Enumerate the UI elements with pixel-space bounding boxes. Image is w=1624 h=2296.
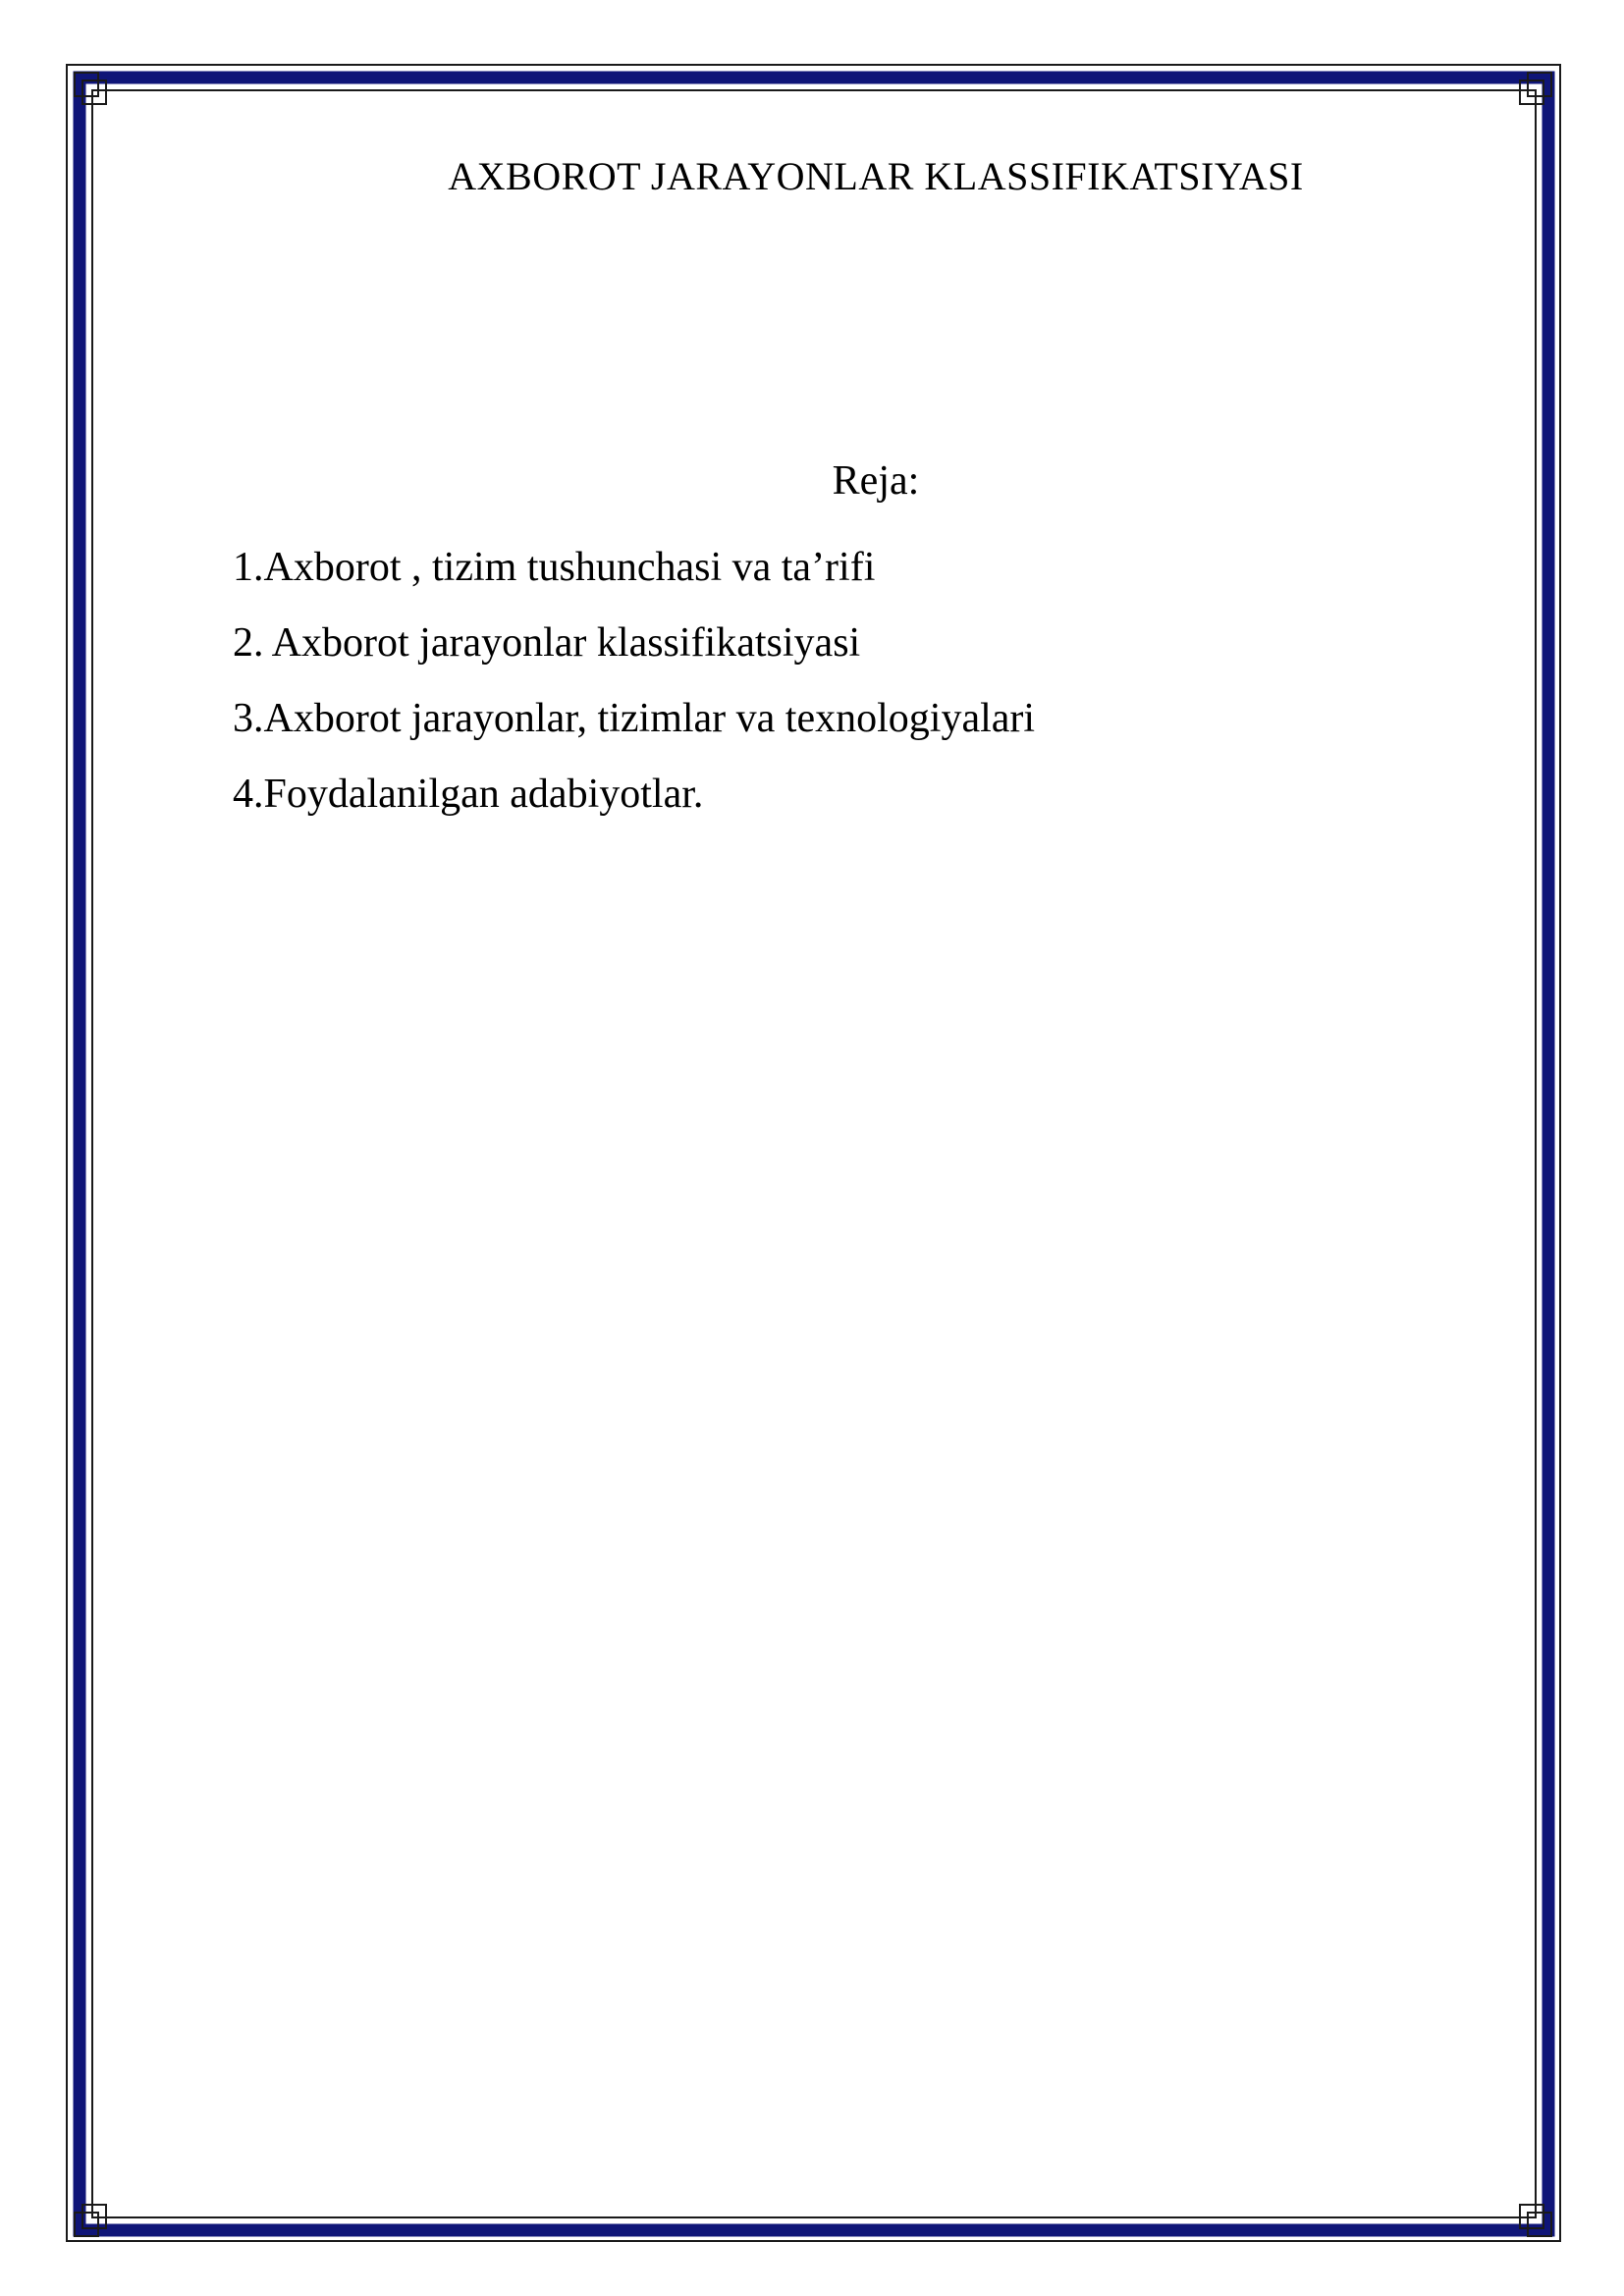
plan-list (233, 530, 1035, 832)
thick-blue-border (80, 78, 1548, 2230)
plan-item: 2. Axborot jarayonlar klassifikatsiyasi (233, 620, 861, 666)
plan-item: 4.Foydalanilgan adabiyotlar. (233, 772, 704, 817)
plan-item: 3.Axborot jarayonlar, tizimlar va texnologiyalari (233, 696, 1036, 741)
outer-thin-border (67, 65, 1560, 2241)
inner-thin-border (92, 90, 1536, 2217)
document-title: AXBOROT JARAYONLAR KLASSIFIKATSIYASI (448, 154, 1304, 198)
plan-item: 1.Axborot , tizim tushunchasi va ta’rifi (233, 545, 876, 590)
plan-heading: Reja: (832, 458, 920, 504)
